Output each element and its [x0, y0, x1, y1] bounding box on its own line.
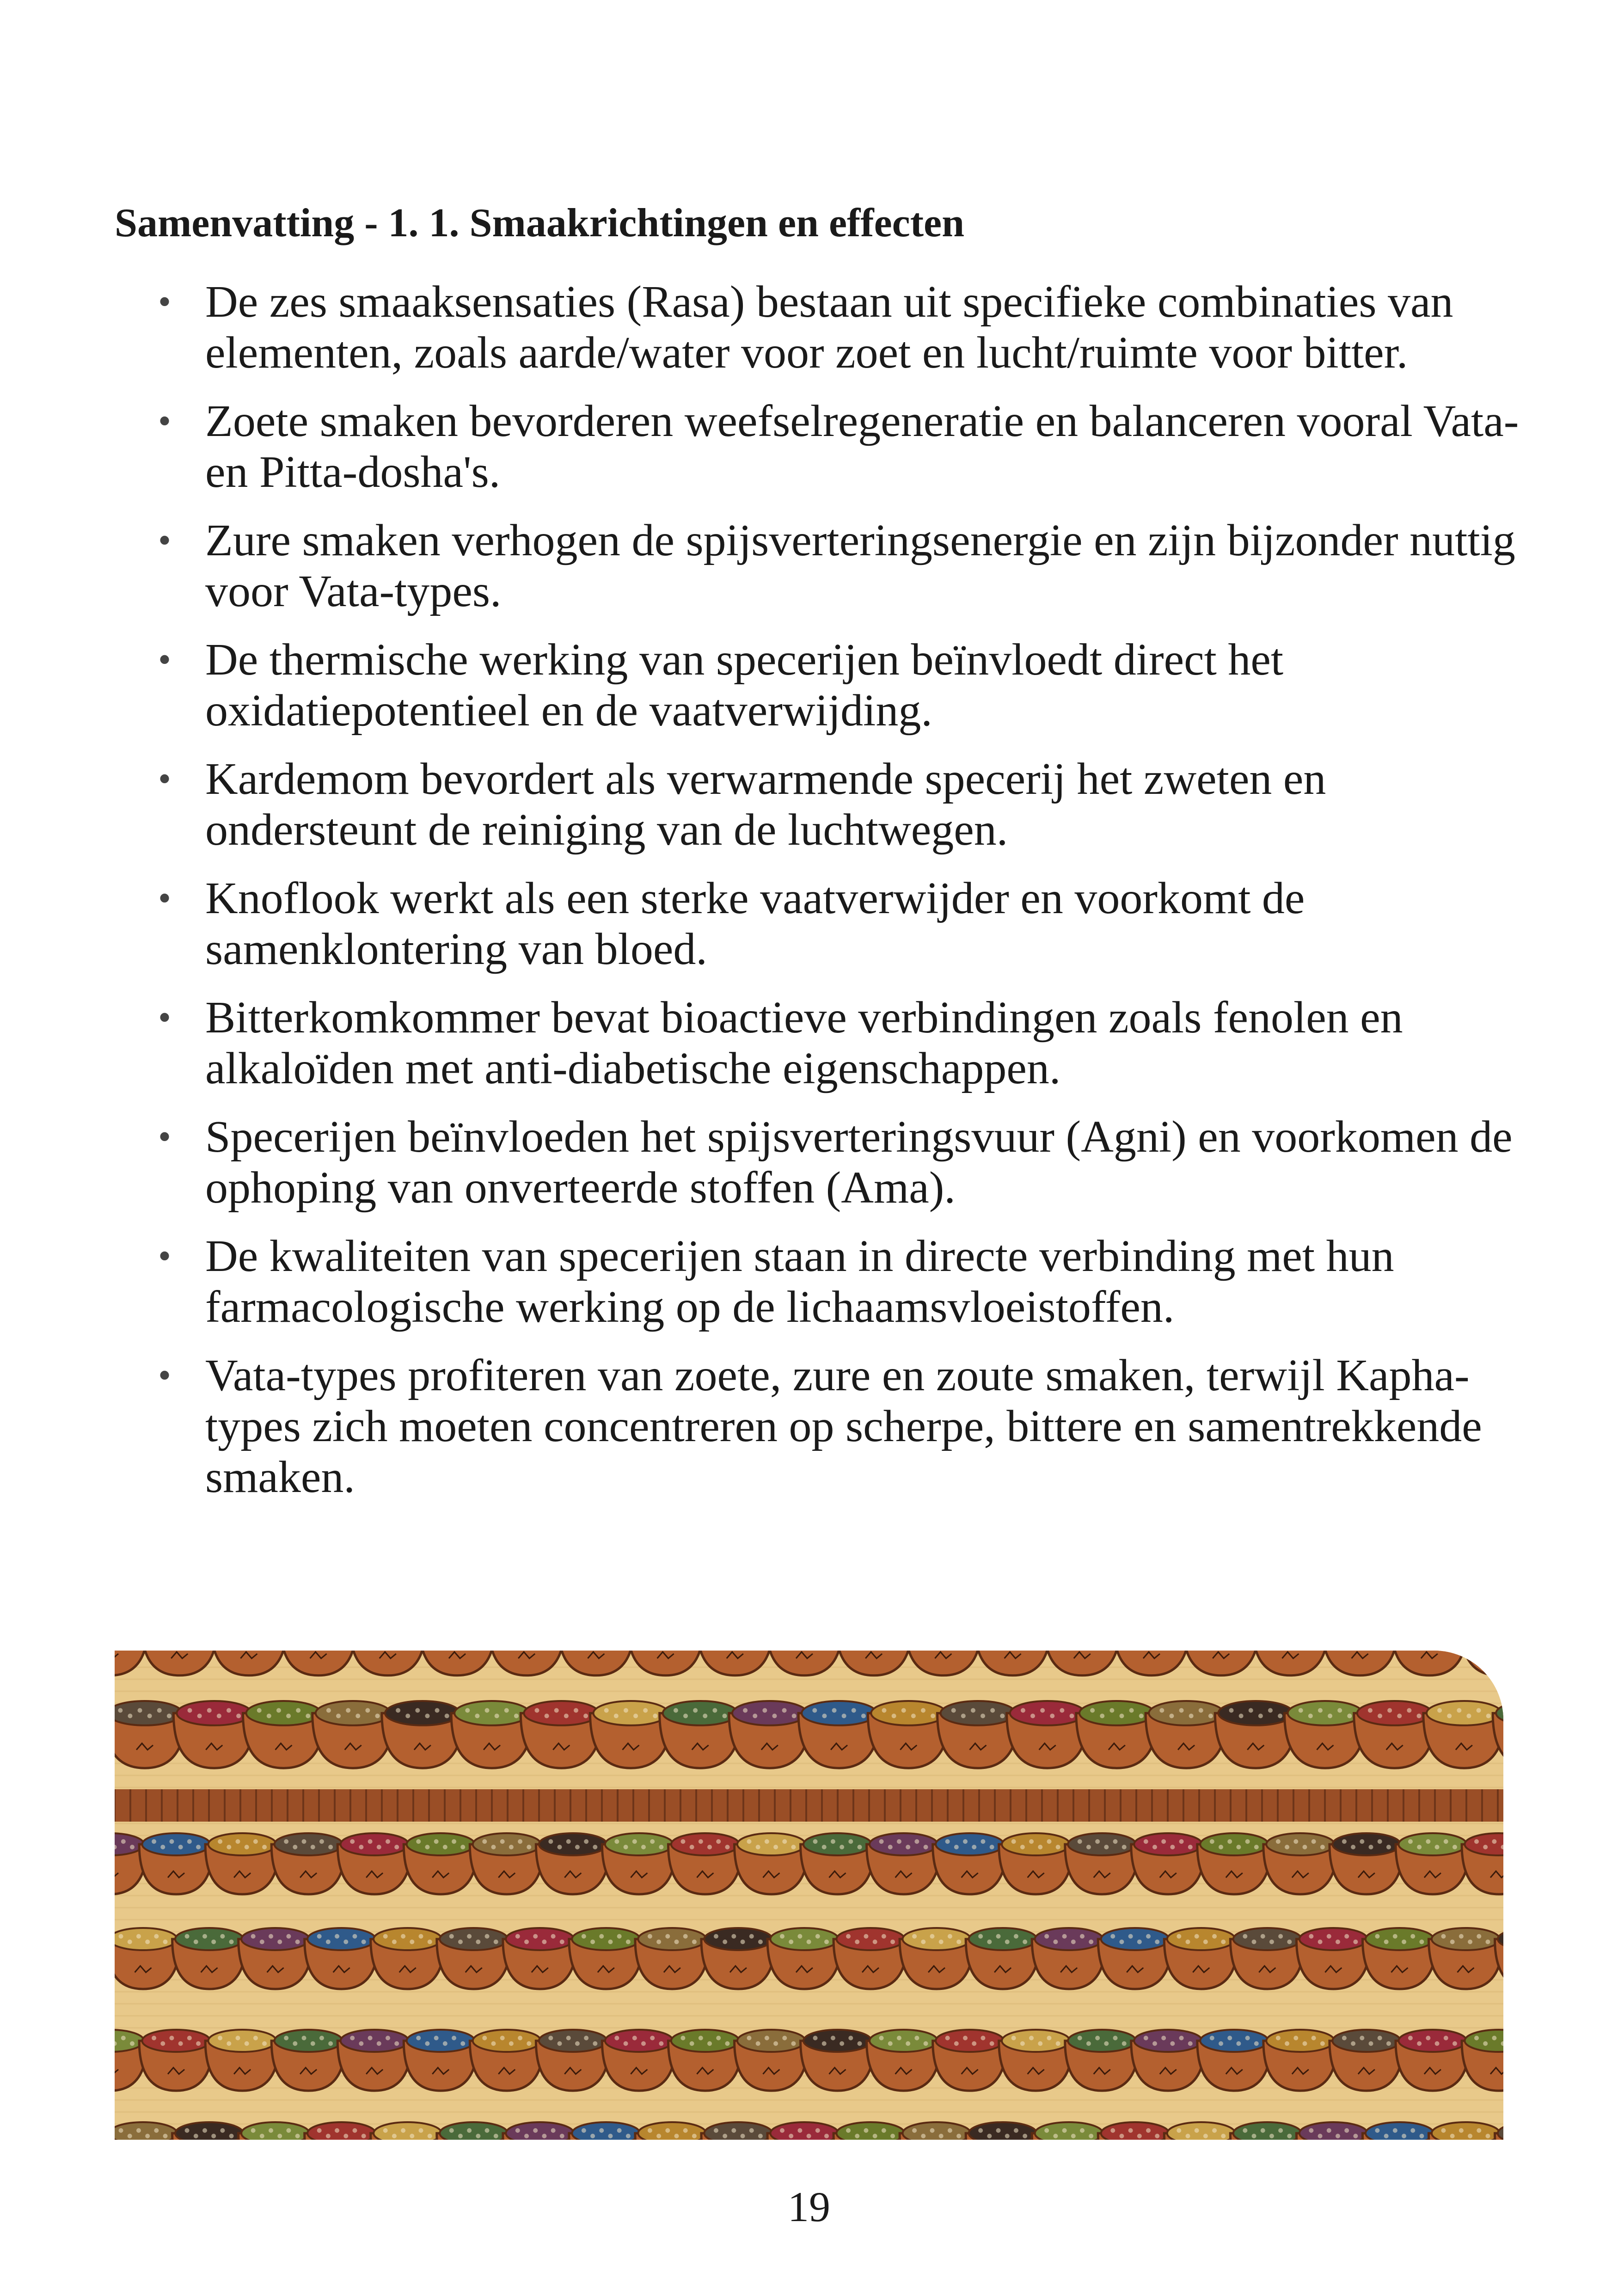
list-item	[158, 754, 1526, 855]
bullet-icon: •	[158, 1355, 172, 1396]
list-item-text: Zure smaken verhogen de spijsverteringsenergie en zijn bijzonder nuttig voor Vata-types.	[205, 516, 1515, 616]
list-item-text: Specerijen beïnvloeden het spijsverteringsvuur (Agni) en voorkomen de ophoping van onverteerde stoffen (Ama).	[205, 1112, 1513, 1213]
bullet-icon: •	[158, 282, 172, 322]
list-item	[158, 873, 1526, 975]
bullet-icon: •	[158, 520, 172, 561]
bullet-icon: •	[158, 759, 172, 799]
bullet-icon: •	[158, 1117, 172, 1157]
list-item	[158, 515, 1526, 617]
list-item-text: De zes smaaksensaties (Rasa) bestaan uit specifieke combinaties van elementen, zoals aarde/water voor zoet en lucht/ruimte voor bitter.	[205, 277, 1453, 378]
bullet-icon: •	[158, 639, 172, 680]
page-number: 19	[788, 2183, 830, 2230]
list-item	[158, 1231, 1526, 1332]
list-item-text: Bitterkomkommer bevat bioactieve verbindingen zoals fenolen en alkaloïden met anti-diabetische eigenschappen.	[205, 993, 1403, 1093]
list-item	[158, 1350, 1526, 1503]
list-item	[158, 1111, 1526, 1213]
spice-bowls-illustration	[115, 1651, 1503, 2140]
spice-bowls-image	[115, 1651, 1503, 2140]
list-item-text: Zoete smaken bevorderen weefselregeneratie en balanceren vooral Vata- en Pitta-dosha's.	[205, 396, 1519, 497]
list-item	[158, 396, 1526, 497]
list-item	[158, 634, 1526, 736]
bullet-icon: •	[158, 878, 172, 919]
bullet-icon: •	[158, 1236, 172, 1277]
list-item-text: Knoflook werkt als een sterke vaatverwijder en voorkomt de samenklontering van bloed.	[205, 873, 1305, 974]
bullet-icon: •	[158, 997, 172, 1038]
section-heading: Samenvatting - 1. 1. Smaakrichtingen en effecten	[115, 201, 965, 246]
list-item-text: Kardemom bevordert als verwarmende specerij het zweten en ondersteunt de reiniging van de luchtwegen.	[205, 754, 1326, 855]
list-item-text: De thermische werking van specerijen beïnvloedt direct het oxidatiepotentieel en de vaatverwijding.	[205, 635, 1284, 736]
bullet-icon: •	[158, 401, 172, 442]
summary-list	[158, 276, 1526, 1520]
list-item-text: Vata-types profiteren van zoete, zure en zoute smaken, terwijl Kapha-types zich moeten concentreren op scherpe, bittere en samentrekkende smaken.	[205, 1351, 1482, 1502]
list-item	[158, 276, 1526, 378]
list-item	[158, 992, 1526, 1094]
list-item-text: De kwaliteiten van specerijen staan in directe verbinding met hun farmacologische werking op de lichaamsvloeistoffen.	[205, 1231, 1394, 1332]
